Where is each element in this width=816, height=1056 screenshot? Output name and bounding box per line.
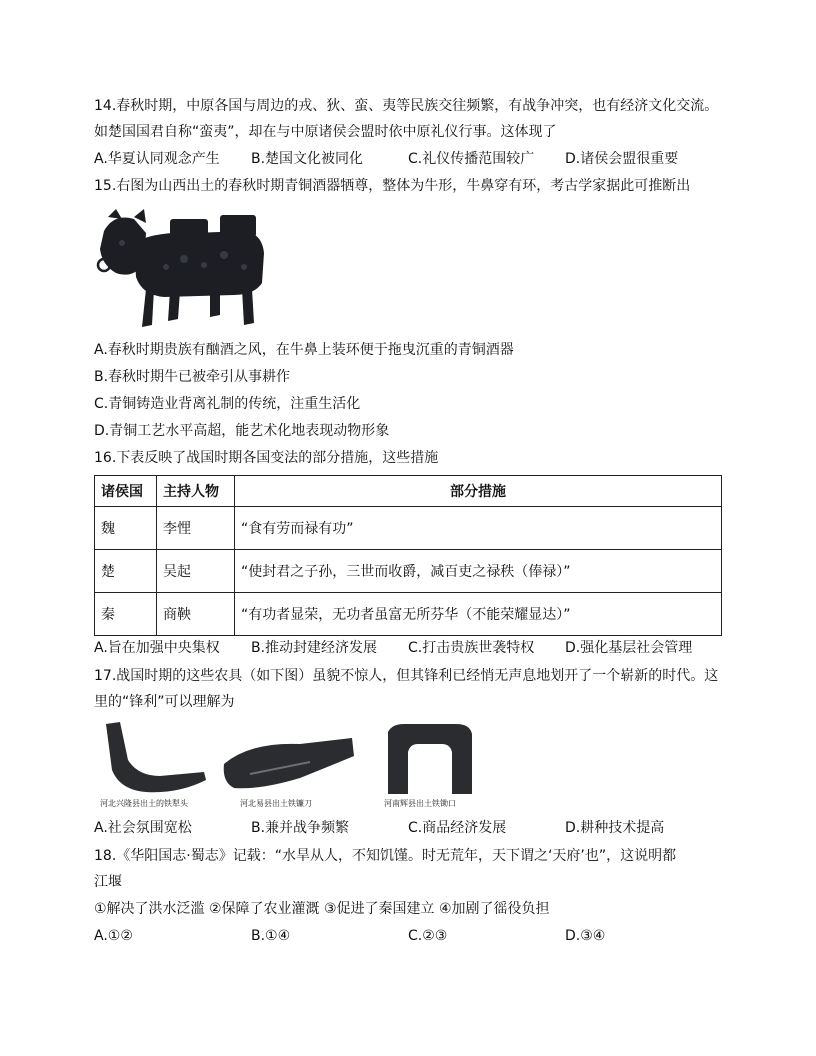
q16-option-d[interactable]: D.强化基层社会管理	[565, 640, 693, 656]
q14-stem-line1: 14.春秋时期，中原各国与周边的戎、狄、蛮、夷等民族交往频繁，有战争冲突，也有经济文化交流。	[94, 98, 719, 114]
q15-stem: 15.右图为山西出土的春秋时期青铜酒器牺尊，整体为牛形，牛鼻穿有环，考古学家据此可推断出	[94, 178, 691, 194]
table-row	[95, 593, 722, 636]
table-cell-state: 楚	[95, 550, 157, 593]
q18-stem-line2: 江堰	[94, 874, 122, 890]
q16-option-b[interactable]: B.推动封建经济发展	[251, 640, 378, 656]
q17-stem-line1: 17.战国时期的这些农具（如下图）虽貌不惊人，但其锋利已经悄无声息地划开了一个崭新的时代。这	[94, 668, 719, 684]
table-cell-leader: 商鞅	[157, 593, 235, 636]
q17-stem-line2: 里的“锋利”可以理解为	[94, 694, 235, 710]
table-cell-state: 秦	[95, 593, 157, 636]
q15-option-b[interactable]: B.春秋时期牛已被牵引从事耕作	[94, 369, 291, 385]
sickle-caption: 河北易县出土铁镰刀	[240, 799, 312, 808]
table-cell-leader: 李悝	[157, 507, 235, 550]
q18-statements: ①解决了洪水泛滥 ②保障了农业灌溉 ③促进了秦国建立 ④加剧了徭役负担	[94, 901, 550, 917]
q16-option-a[interactable]: A.旨在加强中央集权	[94, 640, 220, 656]
q17-option-d[interactable]: D.耕种技术提高	[565, 820, 665, 836]
q14-option-c[interactable]: C.礼仪传播范围较广	[408, 151, 535, 167]
table-header-leader: 主持人物	[157, 476, 235, 507]
table-cell-leader: 吴起	[157, 550, 235, 593]
table-cell-state: 魏	[95, 507, 157, 550]
table-header-state: 诸侯国	[95, 476, 157, 507]
q17-option-a[interactable]: A.社会氛围宽松	[94, 820, 192, 836]
q16-option-c[interactable]: C.打击贵族世袭特权	[408, 640, 535, 656]
q14-stem-line2: 如楚国国君自称“蛮夷”，却在与中原诸侯会盟时依中原礼仪行事。这体现了	[94, 124, 557, 140]
table-cell-measure: “食有劳而禄有功”	[235, 507, 722, 550]
q17-option-c[interactable]: C.商品经济发展	[408, 820, 507, 836]
iron-hoe-image	[384, 722, 476, 798]
q14-option-b[interactable]: B.楚国文化被同化	[251, 151, 364, 167]
bronze-ox-zun-image	[94, 203, 272, 333]
q18-option-b[interactable]: B.①④	[251, 928, 291, 944]
table-cell-measure: “使封君之子孙，三世而收爵，减百吏之禄秩（俸禄）”	[235, 550, 722, 593]
q17-option-b[interactable]: B.兼并战争频繁	[251, 820, 350, 836]
table-header-row	[95, 476, 722, 507]
plowshare-caption: 河北兴隆县出土的铁犁头	[100, 799, 188, 808]
table-row	[95, 507, 722, 550]
table-header-measures: 部分措施	[235, 476, 722, 507]
q18-option-d[interactable]: D.③④	[565, 928, 606, 944]
q15-option-a[interactable]: A.春秋时期贵族有酗酒之风，在牛鼻上装环便于拖曳沉重的青铜酒器	[94, 342, 514, 358]
iron-plowshare-image	[98, 720, 210, 796]
reform-measures-table	[94, 475, 722, 636]
q18-option-c[interactable]: C.②③	[408, 928, 448, 944]
q18-stem-line1: 18.《华阳国志·蜀志》记载：“水旱从人，不知饥馑。时无荒年，天下谓之‘天府’也”，这说明都	[94, 848, 677, 864]
q18-option-a[interactable]: A.①②	[94, 928, 133, 944]
q16-stem: 16.下表反映了战国时期各国变法的部分措施，这些措施	[94, 450, 439, 466]
table-row	[95, 550, 722, 593]
hoe-caption: 河南辉县出土铁锄口	[384, 799, 456, 808]
q14-option-a[interactable]: A.华夏认同观念产生	[94, 151, 220, 167]
q15-option-d[interactable]: D.青铜工艺水平高超，能艺术化地表现动物形象	[94, 423, 390, 439]
q14-option-d[interactable]: D.诸侯会盟很重要	[565, 151, 679, 167]
iron-sickle-image	[220, 734, 356, 796]
table-cell-measure: “有功者显荣，无功者虽富无所芬华（不能荣耀显达）”	[235, 593, 722, 636]
q15-option-c[interactable]: C.青铜铸造业背离礼制的传统，注重生活化	[94, 396, 361, 412]
